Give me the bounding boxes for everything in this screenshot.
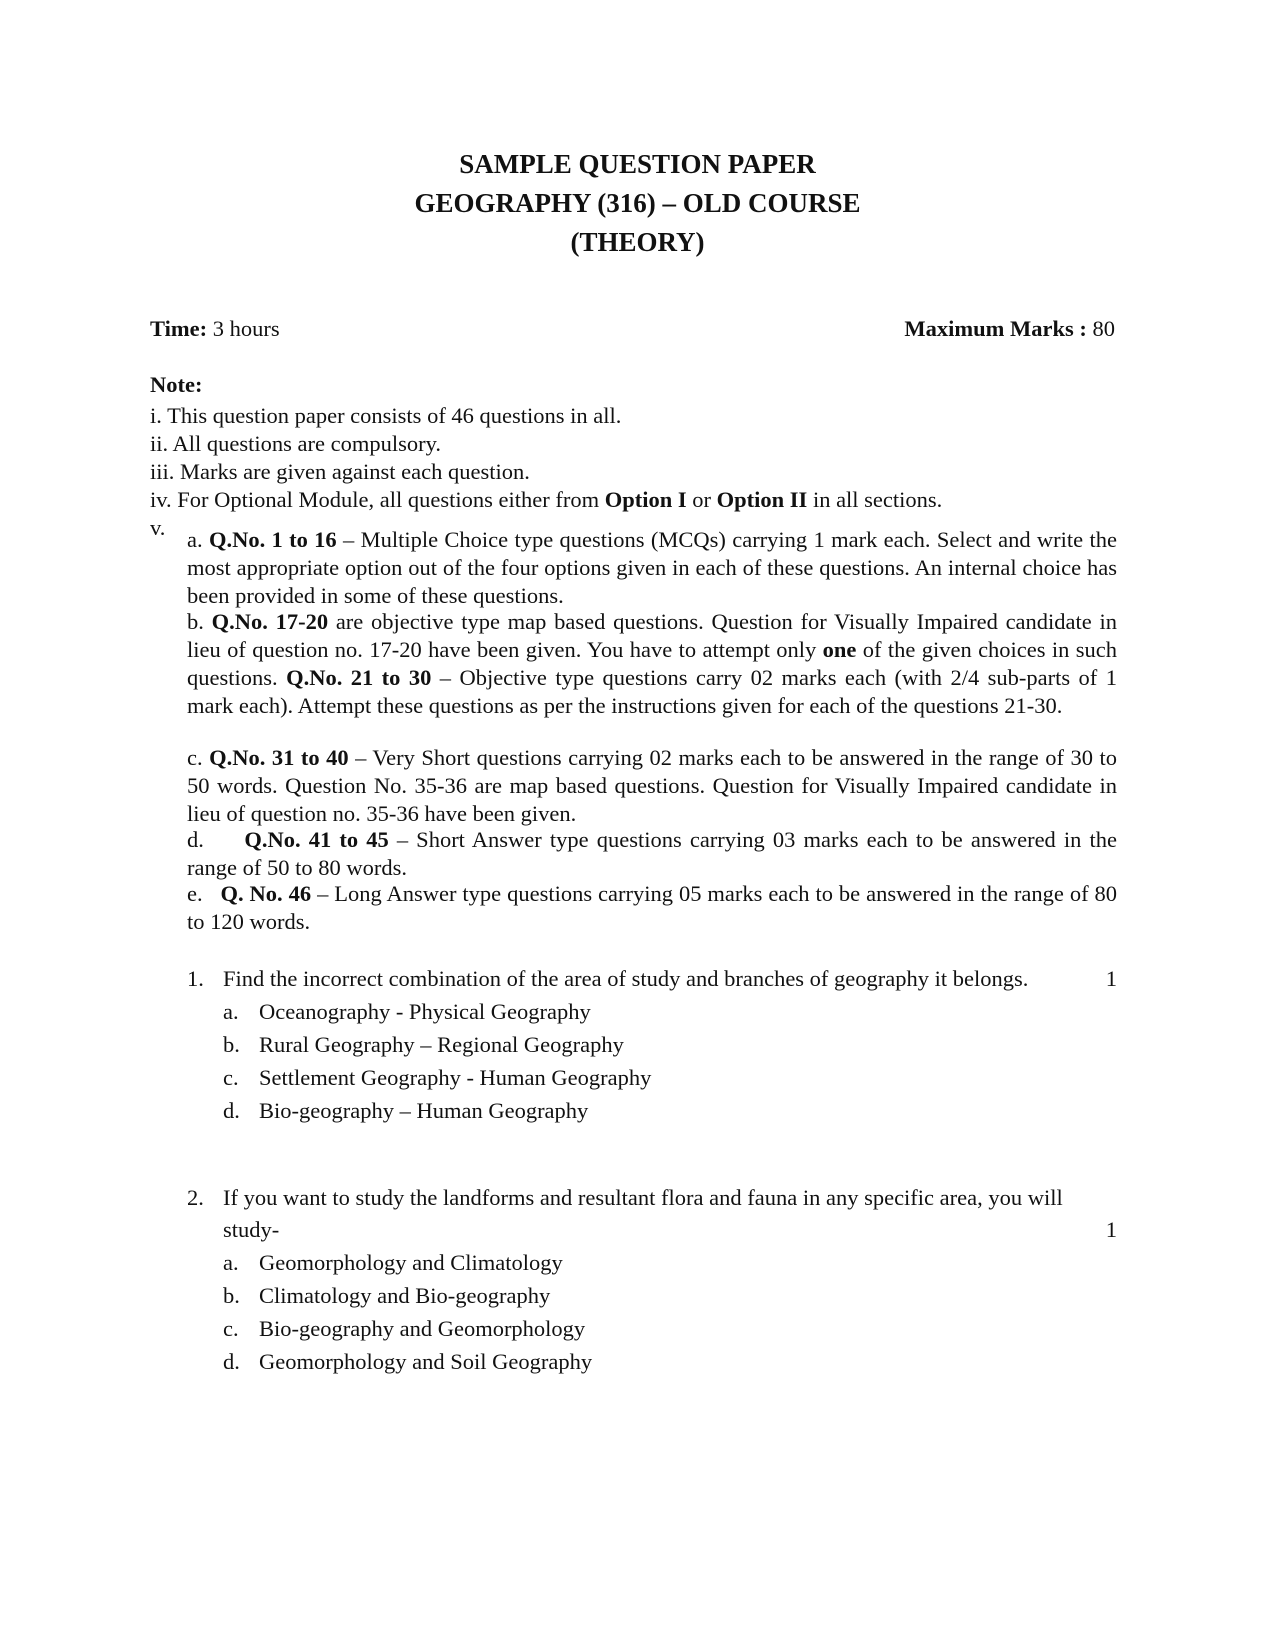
sub-b-range2: Q.No. 21 to 30 (286, 665, 432, 690)
note-iv-end: in all sections. (807, 487, 943, 512)
sub-note-b (187, 608, 1117, 720)
option-d (223, 1345, 1117, 1378)
option-text: Oceanography - Physical Geography (259, 999, 591, 1024)
sub-c-range: Q.No. 31 to 40 (209, 745, 349, 770)
paper-title: SAMPLE QUESTION PAPER (459, 149, 816, 179)
note-iv-text: iv. For Optional Module, all questions either from (150, 487, 605, 512)
sub-note-a (187, 526, 1117, 610)
marks-label: Maximum Marks : (904, 316, 1087, 341)
time-label: Time: (150, 316, 208, 341)
option-label: d. (223, 1098, 240, 1123)
sub-b-text2: of the given choices in such questions. (187, 637, 1117, 690)
question-stem (187, 963, 1117, 995)
option-label: c. (223, 1065, 239, 1090)
question-marks: 1 (1105, 966, 1117, 991)
option-b (223, 1028, 1117, 1061)
option-a (223, 1246, 1117, 1279)
time-value: 3 hours (212, 316, 280, 341)
note-iv-option2: Option II (716, 487, 808, 512)
option-b (223, 1279, 1117, 1312)
sub-note-c (187, 744, 1117, 828)
note-heading: Note: (150, 372, 203, 397)
marks-value: 80 (1092, 316, 1115, 341)
question-1 (187, 963, 1117, 1127)
sub-d-text: – Short Answer type questions carrying 03 marks each to be answered in the range of 50 to 80 words. (187, 827, 1118, 880)
sub-a-text: – Multiple Choice type questions (MCQs) carrying 1 mark each. Select and write the most appropriate option out of the four options given in each of these questions. An internal choice has been provided in some of these questions. (187, 527, 1117, 608)
paper-header (0, 145, 1275, 262)
option-label: a. (223, 999, 239, 1024)
option-c (223, 1061, 1117, 1094)
paper-type: (THEORY) (570, 227, 705, 257)
note-list (150, 402, 1130, 542)
sub-note-e (187, 880, 1117, 936)
question-marks: 1 (1105, 1217, 1117, 1242)
question-text: If you want to study the landforms and resultant flora and fauna in any specific area, you will study- (223, 1185, 1063, 1242)
sub-b-label: b. (187, 609, 212, 634)
question-text: Find the incorrect combination of the area of study and branches of geography it belongs. (223, 966, 1029, 991)
option-label: c. (223, 1316, 239, 1341)
note-item-ii: ii. All questions are compulsory. (150, 431, 442, 456)
sub-b-range: Q.No. 17-20 (211, 609, 329, 634)
sub-e-range: Q. No. 46 (220, 881, 312, 906)
option-list (223, 1246, 1117, 1378)
option-label: b. (223, 1032, 240, 1057)
sub-c-label: c. (187, 745, 210, 770)
paper-subject: GEOGRAPHY (316) – OLD COURSE (414, 188, 861, 218)
sub-e-text: – Long Answer type questions carrying 05 marks each to be answered in the range of 80 to 120 words. (187, 881, 1118, 934)
note-item-i: i. This question paper consists of 46 questions in all. (150, 403, 622, 428)
option-list (223, 995, 1117, 1127)
sub-b-text1: are objective type map based questions. Question for Visually Impaired candidate in lieu of question no. 17-20 have been given. You have to attempt only (187, 609, 1118, 662)
note-iv-or: or (686, 487, 717, 512)
paper-meta (150, 315, 1115, 345)
question-number: 1. (187, 966, 204, 991)
option-text: Geomorphology and Soil Geography (259, 1349, 593, 1374)
question-2 (187, 1182, 1117, 1378)
sub-note-d (187, 826, 1117, 882)
option-text: Settlement Geography - Human Geography (259, 1065, 652, 1090)
sub-d-label: d. (187, 827, 245, 852)
option-text: Geomorphology and Climatology (259, 1250, 563, 1275)
question-number: 2. (187, 1185, 204, 1210)
option-text: Climatology and Bio-geography (259, 1283, 551, 1308)
option-a (223, 995, 1117, 1028)
note-item-iv (150, 486, 1130, 514)
option-text: Bio-geography and Geomorphology (259, 1316, 586, 1341)
option-label: b. (223, 1283, 240, 1308)
option-label: d. (223, 1349, 240, 1374)
sub-a-range: Q.No. 1 to 16 (208, 527, 337, 552)
note-item-iii: iii. Marks are given against each question. (150, 459, 530, 484)
sub-c-text: – Very Short questions carrying 02 marks each to be answered in the range of 30 to 50 words. Question No. 35-36 are map based questions. Question for Visually Impaired candidate in lieu of question no. 35-36 have been given. (187, 745, 1117, 826)
time-info (150, 315, 280, 343)
question-stem (187, 1182, 1117, 1246)
option-label: a. (223, 1250, 239, 1275)
sub-b-text3: – Objective type questions carry 02 marks each (with 2/4 sub-parts of 1 mark each). Attempt these questions as per the instructions given for each of the questions 21-30. (187, 665, 1117, 718)
option-d (223, 1094, 1117, 1127)
note-item-v: v. (150, 515, 166, 540)
sub-e-label: e. (187, 881, 221, 906)
marks-info (904, 315, 1115, 343)
option-c (223, 1312, 1117, 1345)
sub-b-one: one (822, 637, 857, 662)
sub-a-label: a. (187, 527, 209, 552)
note-iv-option1: Option I (604, 487, 687, 512)
option-text: Rural Geography – Regional Geography (259, 1032, 624, 1057)
sub-d-range: Q.No. 41 to 45 (244, 827, 389, 852)
option-text: Bio-geography – Human Geography (259, 1098, 589, 1123)
